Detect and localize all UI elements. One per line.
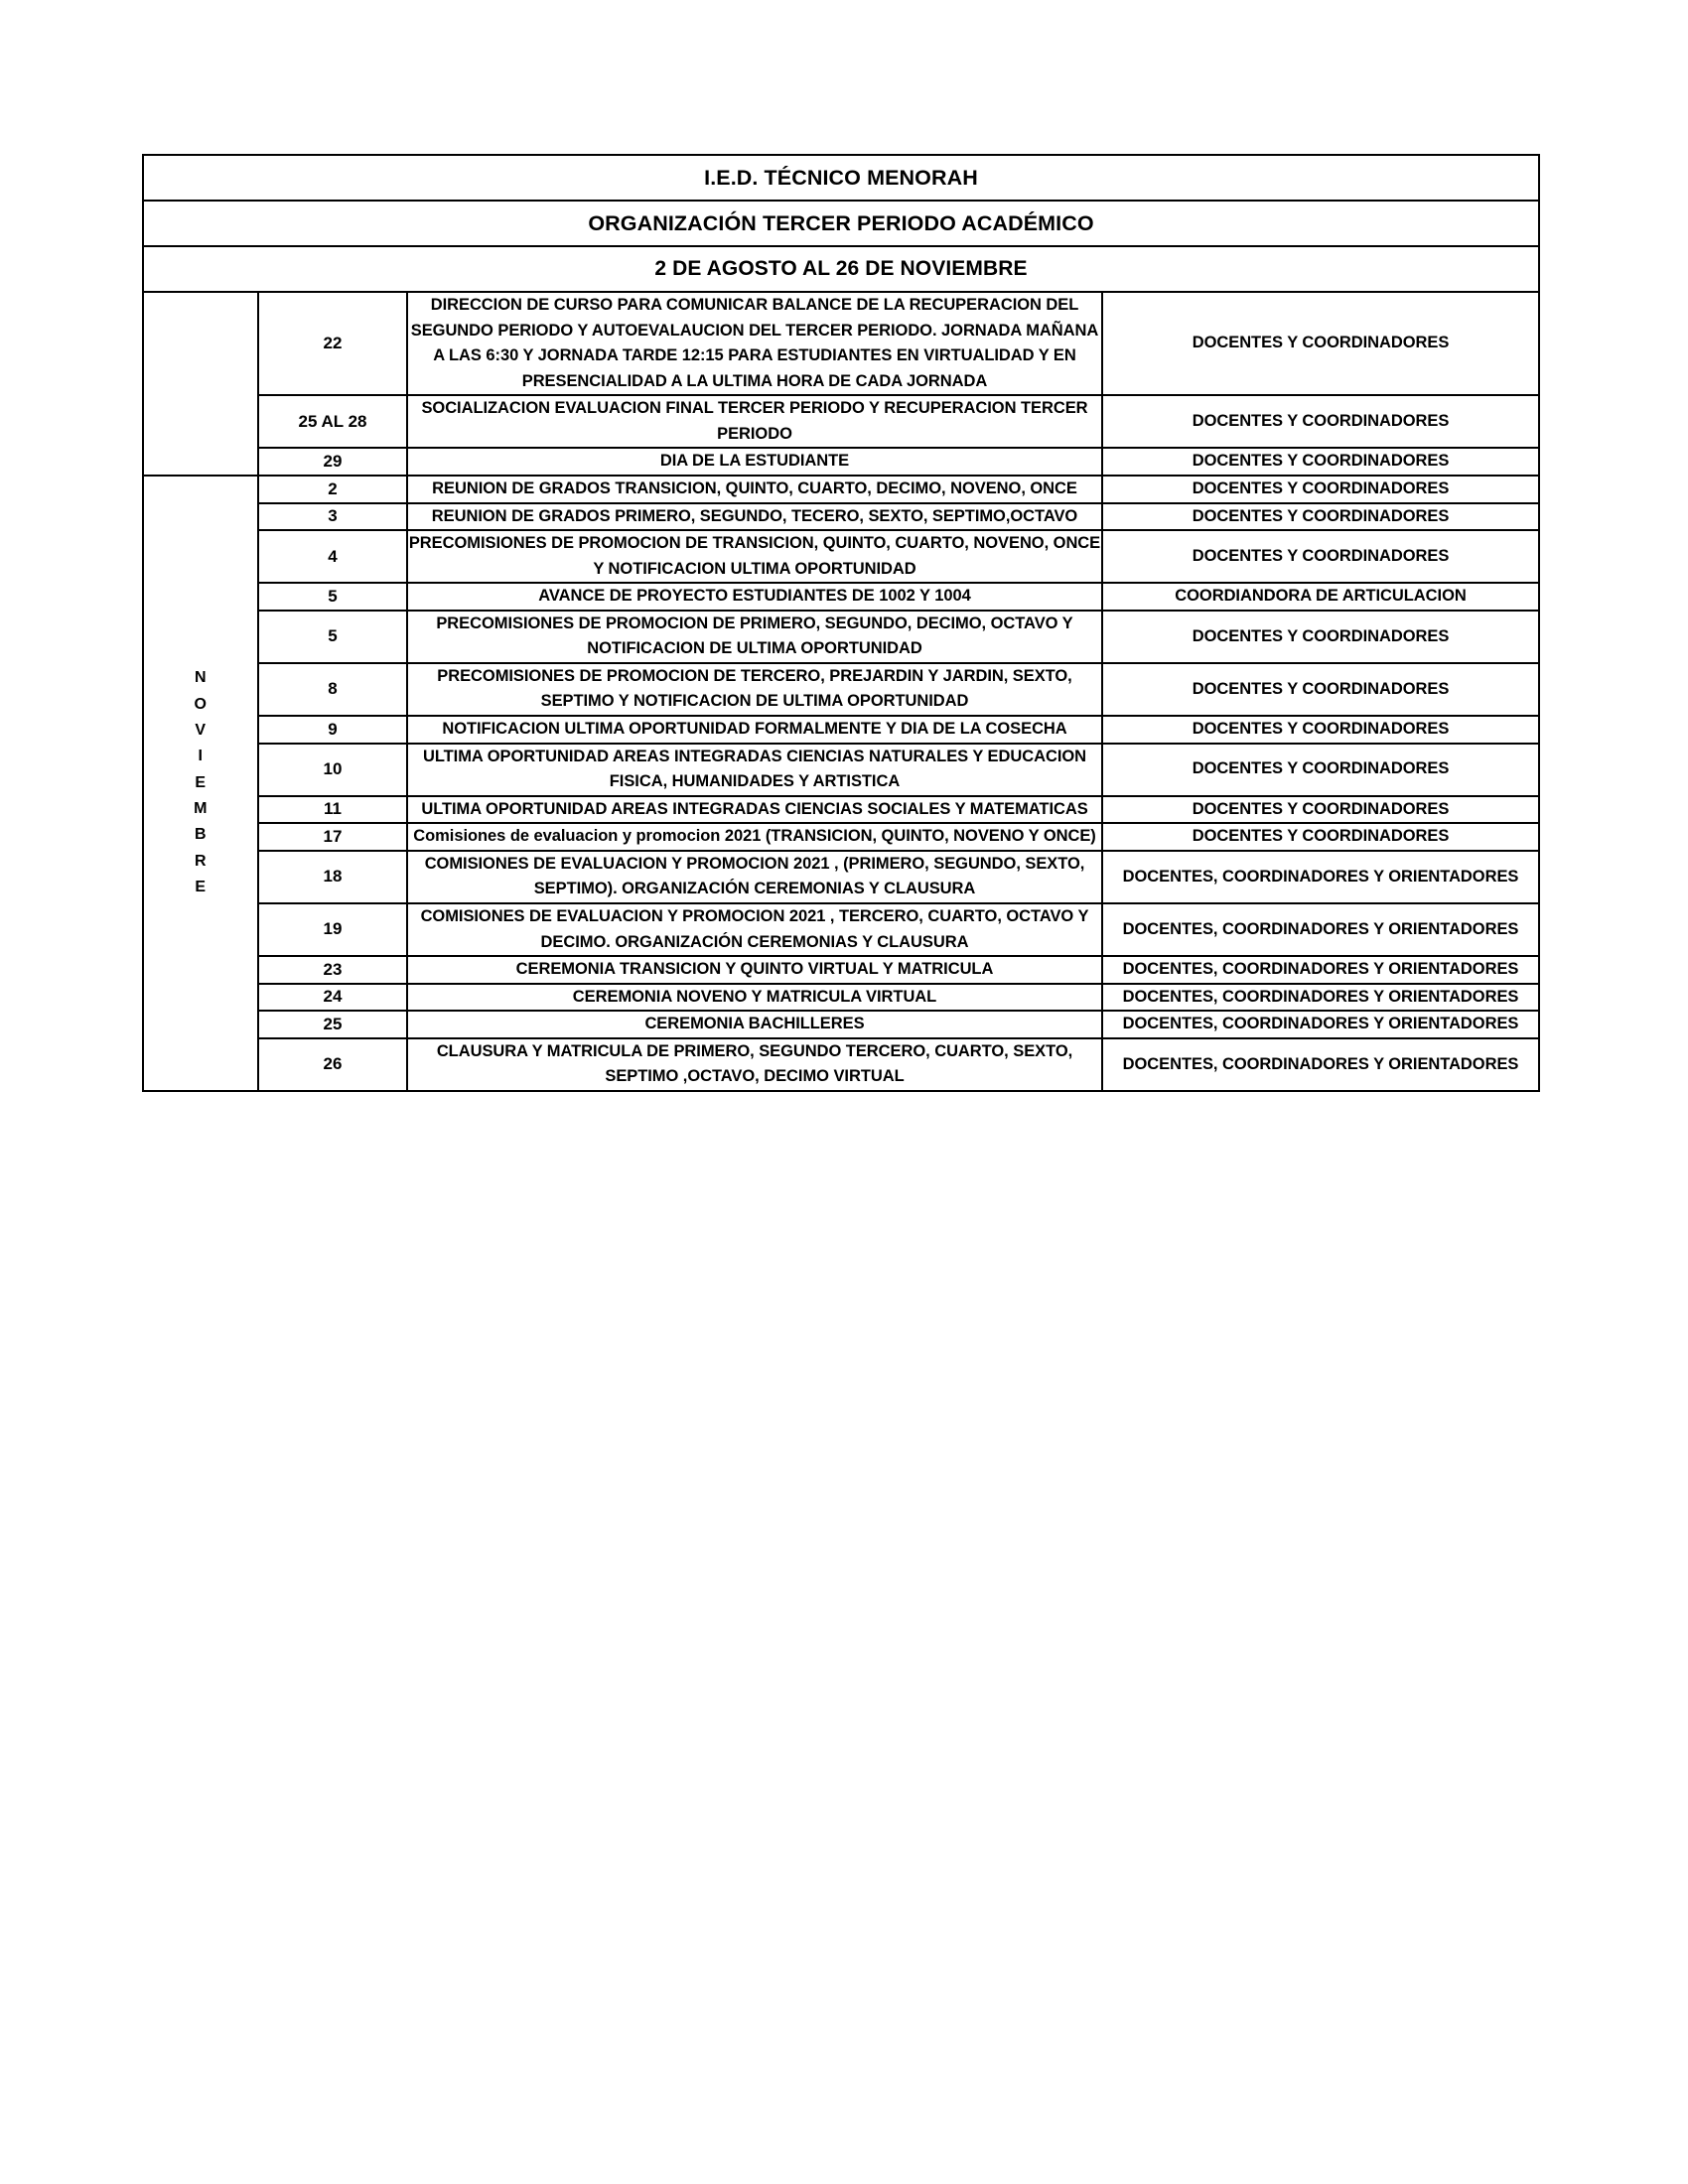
day-cell: 10 — [258, 744, 407, 796]
table-header-row-institution — [143, 155, 1539, 201]
month-letter: O — [194, 695, 208, 713]
activity-cell: SOCIALIZACION EVALUACION FINAL TERCER PERIODO Y RECUPERACION TERCER PERIODO — [407, 395, 1102, 448]
day-cell: 3 — [258, 503, 407, 531]
day-cell: 5 — [258, 583, 407, 611]
day-cell: 22 — [258, 292, 407, 395]
day-cell: 9 — [258, 716, 407, 744]
responsible-cell: DOCENTES Y COORDINADORES — [1102, 448, 1539, 476]
activity-cell: CLAUSURA Y MATRICULA DE PRIMERO, SEGUNDO TERCERO, CUARTO, SEXTO, SEPTIMO ,OCTAVO, DECIMO VIRTUAL — [407, 1038, 1102, 1091]
activity-cell: DIA DE LA ESTUDIANTE — [407, 448, 1102, 476]
table-row — [143, 503, 1539, 531]
table-row — [143, 583, 1539, 611]
responsible-cell: DOCENTES Y COORDINADORES — [1102, 611, 1539, 663]
responsible-cell: COORDIANDORA DE ARTICULACION — [1102, 583, 1539, 611]
activity-cell: NOTIFICACION ULTIMA OPORTUNIDAD FORMALMENTE Y DIA DE LA COSECHA — [407, 716, 1102, 744]
month-letter: I — [198, 748, 204, 765]
academic-calendar-table — [142, 154, 1540, 1092]
month-label-noviembre — [143, 476, 258, 1091]
day-cell: 26 — [258, 1038, 407, 1091]
day-cell: 24 — [258, 984, 407, 1012]
institution-title: I.E.D. TÉCNICO MENORAH — [143, 155, 1539, 201]
responsible-cell: DOCENTES Y COORDINADORES — [1102, 796, 1539, 824]
responsible-cell: DOCENTES Y COORDINADORES — [1102, 716, 1539, 744]
day-cell: 5 — [258, 611, 407, 663]
table-row — [143, 796, 1539, 824]
responsible-cell: DOCENTES Y COORDINADORES — [1102, 395, 1539, 448]
activity-cell: REUNION DE GRADOS PRIMERO, SEGUNDO, TECERO, SEXTO, SEPTIMO,OCTAVO — [407, 503, 1102, 531]
responsible-cell: DOCENTES Y COORDINADORES — [1102, 476, 1539, 503]
day-cell: 4 — [258, 530, 407, 583]
document-subtitle: ORGANIZACIÓN TERCER PERIODO ACADÉMICO — [143, 201, 1539, 246]
table-row — [143, 956, 1539, 984]
table-row — [143, 530, 1539, 583]
activity-cell: AVANCE DE PROYECTO ESTUDIANTES DE 1002 Y 1004 — [407, 583, 1102, 611]
day-cell: 25 — [258, 1011, 407, 1038]
table-row — [143, 448, 1539, 476]
day-cell: 18 — [258, 851, 407, 903]
month-letter: M — [194, 800, 208, 818]
activity-cell: ULTIMA OPORTUNIDAD AREAS INTEGRADAS CIENCIAS SOCIALES Y MATEMATICAS — [407, 796, 1102, 824]
table-header-row-subtitle — [143, 201, 1539, 246]
month-letter: V — [195, 721, 207, 739]
month-letter: E — [195, 773, 207, 791]
table-row — [143, 1011, 1539, 1038]
responsible-cell: DOCENTES, COORDINADORES Y ORIENTADORES — [1102, 984, 1539, 1012]
table-row — [143, 1038, 1539, 1091]
responsible-cell: DOCENTES, COORDINADORES Y ORIENTADORES — [1102, 851, 1539, 903]
activity-cell: CEREMONIA TRANSICION Y QUINTO VIRTUAL Y MATRICULA — [407, 956, 1102, 984]
responsible-cell: DOCENTES, COORDINADORES Y ORIENTADORES — [1102, 956, 1539, 984]
table-header-row-daterange — [143, 246, 1539, 292]
responsible-cell: DOCENTES, COORDINADORES Y ORIENTADORES — [1102, 1038, 1539, 1091]
day-cell: 23 — [258, 956, 407, 984]
responsible-cell: DOCENTES Y COORDINADORES — [1102, 663, 1539, 716]
day-cell: 8 — [258, 663, 407, 716]
responsible-cell: DOCENTES Y COORDINADORES — [1102, 823, 1539, 851]
table-row — [143, 395, 1539, 448]
activity-cell: DIRECCION DE CURSO PARA COMUNICAR BALANCE DE LA RECUPERACION DEL SEGUNDO PERIODO Y AUTOEVALAUCION DEL TERCER PERIODO. JORNADA MAÑANA A LAS 6:30 Y JORNADA TARDE 12:15 PARA ESTUDIANTES EN VIRTUALIDAD Y EN PRESENCIALIDAD A LA ULTIMA HORA DE CADA JORNADA — [407, 292, 1102, 395]
day-cell: 11 — [258, 796, 407, 824]
month-letter: N — [194, 669, 208, 687]
responsible-cell: DOCENTES Y COORDINADORES — [1102, 503, 1539, 531]
activity-cell: REUNION DE GRADOS TRANSICION, QUINTO, CUARTO, DECIMO, NOVENO, ONCE — [407, 476, 1102, 503]
responsible-cell: DOCENTES Y COORDINADORES — [1102, 292, 1539, 395]
table-row — [143, 611, 1539, 663]
day-cell: 17 — [258, 823, 407, 851]
day-cell: 2 — [258, 476, 407, 503]
activity-cell: ULTIMA OPORTUNIDAD AREAS INTEGRADAS CIENCIAS NATURALES Y EDUCACION FISICA, HUMANIDADES Y ARTISTICA — [407, 744, 1102, 796]
activity-cell: PRECOMISIONES DE PROMOCION DE PRIMERO, SEGUNDO, DECIMO, OCTAVO Y NOTIFICACION DE ULTIMA OPORTUNIDAD — [407, 611, 1102, 663]
responsible-cell: DOCENTES Y COORDINADORES — [1102, 530, 1539, 583]
activity-cell: PRECOMISIONES DE PROMOCION DE TERCERO, PREJARDIN Y JARDIN, SEXTO, SEPTIMO Y NOTIFICACION DE ULTIMA OPORTUNIDAD — [407, 663, 1102, 716]
month-letter: R — [194, 852, 208, 870]
activity-cell: COMISIONES DE EVALUACION Y PROMOCION 2021 , TERCERO, CUARTO, OCTAVO Y DECIMO. ORGANIZACIÓN CEREMONIAS Y CLAUSURA — [407, 903, 1102, 956]
table-row — [143, 903, 1539, 956]
month-label-letters — [144, 665, 257, 901]
month-letter: E — [195, 879, 207, 896]
month-label-first-block — [143, 292, 258, 476]
table-row — [143, 292, 1539, 395]
activity-cell: Comisiones de evaluacion y promocion 2021 (TRANSICION, QUINTO, NOVENO Y ONCE) — [407, 823, 1102, 851]
activity-cell: CEREMONIA BACHILLERES — [407, 1011, 1102, 1038]
table-row — [143, 984, 1539, 1012]
table-row — [143, 716, 1539, 744]
table-row — [143, 476, 1539, 503]
activity-cell: CEREMONIA NOVENO Y MATRICULA VIRTUAL — [407, 984, 1102, 1012]
date-range-title: 2 DE AGOSTO AL 26 DE NOVIEMBRE — [143, 246, 1539, 292]
day-cell: 25 AL 28 — [258, 395, 407, 448]
table-row — [143, 663, 1539, 716]
day-cell: 19 — [258, 903, 407, 956]
table-row — [143, 744, 1539, 796]
table-row — [143, 851, 1539, 903]
day-cell: 29 — [258, 448, 407, 476]
activity-cell: PRECOMISIONES DE PROMOCION DE TRANSICION, QUINTO, CUARTO, NOVENO, ONCE Y NOTIFICACION ULTIMA OPORTUNIDAD — [407, 530, 1102, 583]
responsible-cell: DOCENTES, COORDINADORES Y ORIENTADORES — [1102, 1011, 1539, 1038]
activity-cell: COMISIONES DE EVALUACION Y PROMOCION 2021 , (PRIMERO, SEGUNDO, SEXTO, SEPTIMO). ORGANIZACIÓN CEREMONIAS Y CLAUSURA — [407, 851, 1102, 903]
month-letter: B — [194, 826, 208, 844]
table-row — [143, 823, 1539, 851]
responsible-cell: DOCENTES Y COORDINADORES — [1102, 744, 1539, 796]
responsible-cell: DOCENTES, COORDINADORES Y ORIENTADORES — [1102, 903, 1539, 956]
